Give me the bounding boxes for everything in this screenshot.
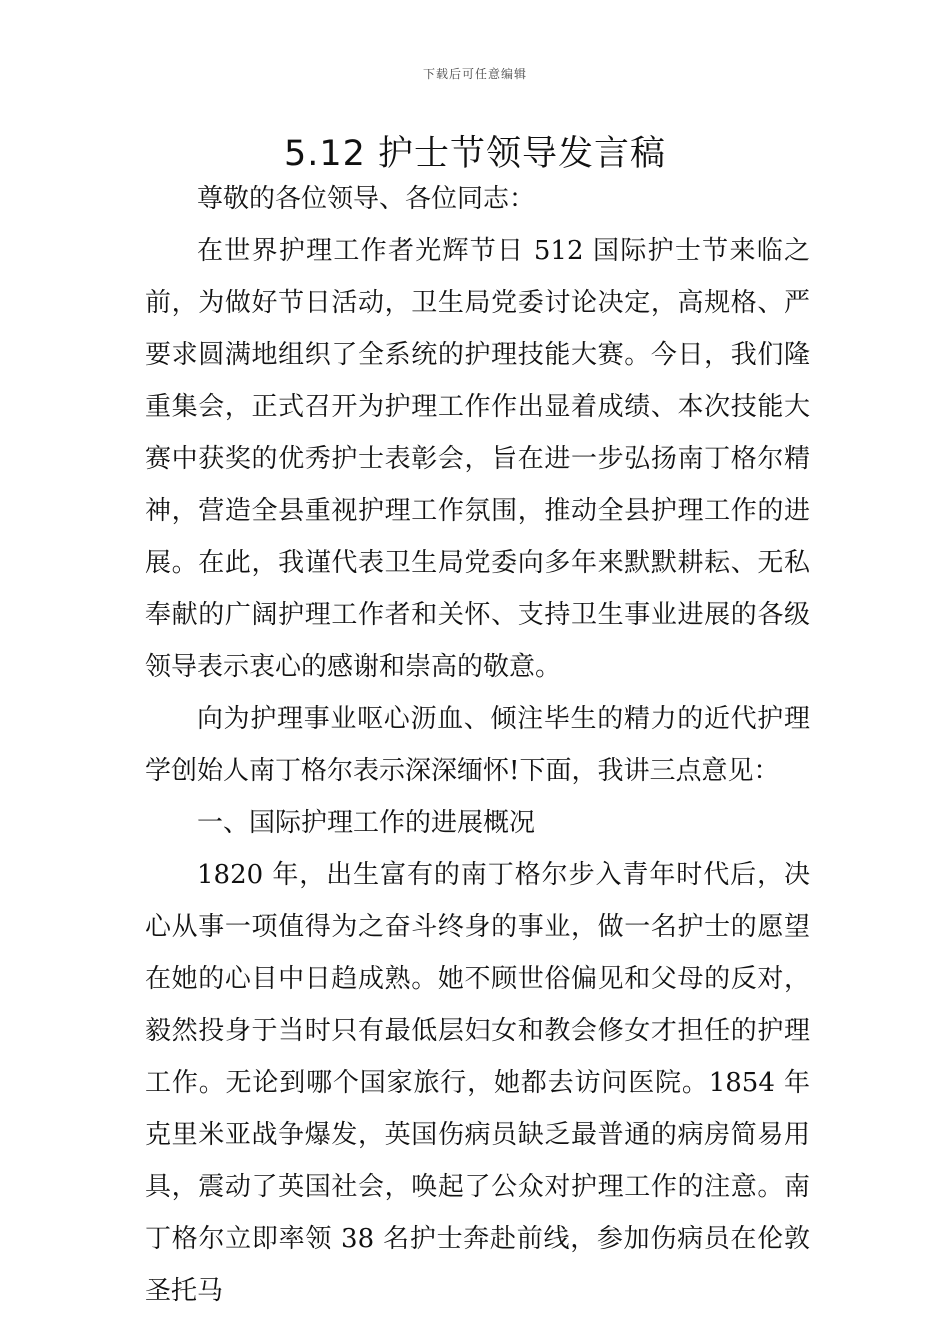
paragraph-salutation: 尊敬的各位领导、各位同志： (197, 184, 536, 214)
page-title: 5.12 护士节领导发言稿 (283, 134, 667, 174)
document-body (145, 173, 810, 1317)
header-note: 下载后可任意编辑 (422, 67, 527, 81)
section-heading: 一、国际护理工作的进展概况 (197, 808, 536, 838)
paragraph-intro: 在世界护理工作者光辉节日 512 国际护士节来临之前，为做好节日活动，卫生局党委讨论决定，高规格、严要求圆满地组织了全系统的护理技能大赛。今日，我们隆重集会，正式召开为护理工作作出显着成绩、本次技能大赛中获奖的优秀护士表彰会，旨在进一步弘扬南丁格尔精神，营造全县重视护理工作氛围，推动全县护理工作的进展。在此，我谨代表卫生局党委向多年来默默耕耘、无私奉献的广阔护理工作者和关怀、支持卫生事业进展的各级领导表示衷心的感谢和崇高的敬意。 (145, 236, 810, 682)
paragraph-history: 1820 年，出生富有的南丁格尔步入青年时代后，决心从事一项值得为之奋斗终身的事业，做一名护士的愿望在她的心目中日趋成熟。她不顾世俗偏见和父母的反对，毅然投身于当时只有最低层妇女和教会修女才担任的护理工作。无论到哪个国家旅行，她都去访问医院。1854 年克里米亚战争爆发，英国伤病员缺乏最普通的病房简易用具，震动了英国社会，唤起了公众对护理工作的注意。南丁格尔立即率领 38 名护士奔赴前线，参加伤病员在伦敦圣托马 (145, 860, 810, 1306)
paragraph-tribute: 向为护理事业呕心沥血、倾注毕生的精力的近代护理学创始人南丁格尔表示深深缅怀!下面，我讲三点意见： (145, 704, 810, 786)
